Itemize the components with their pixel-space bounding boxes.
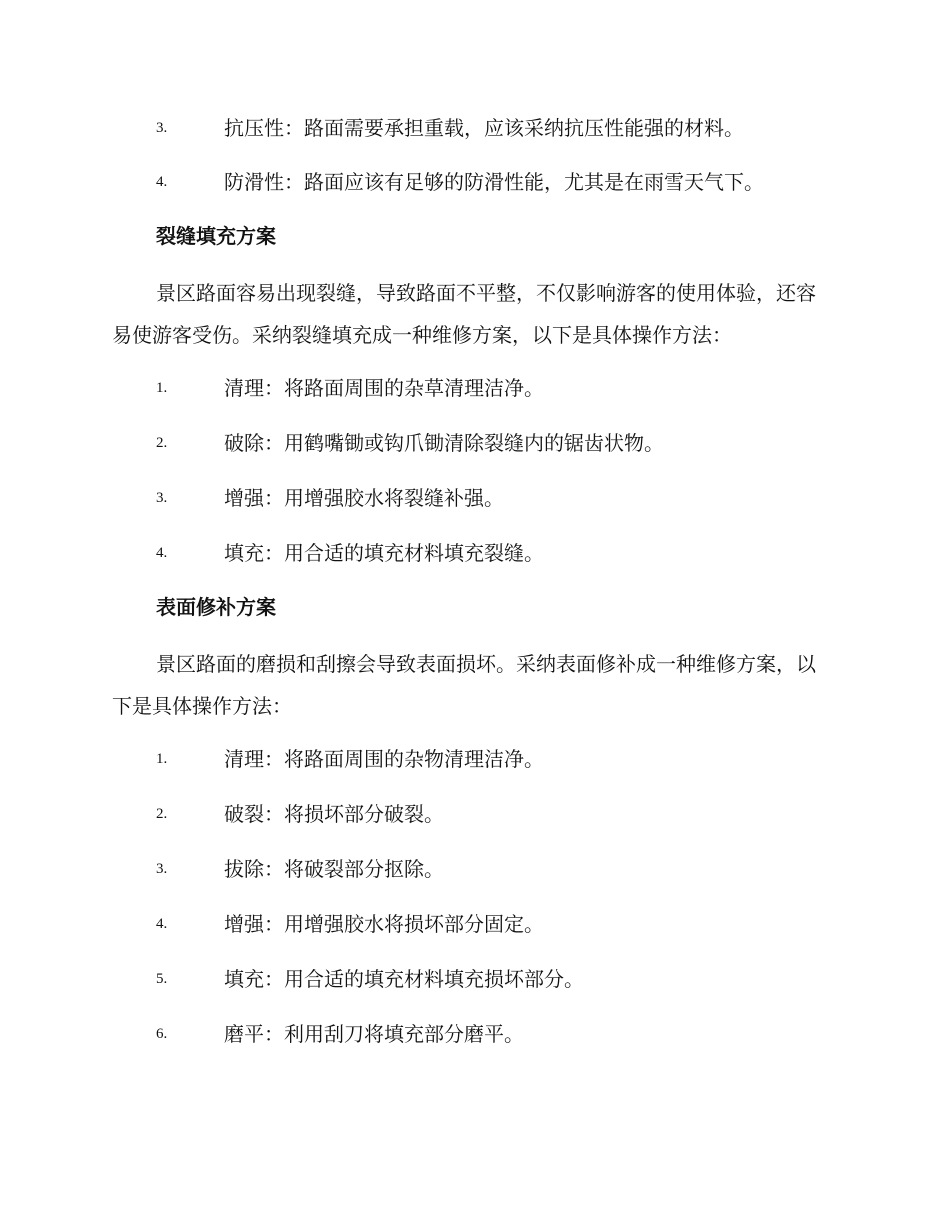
list-text: 清理：将路面周围的杂草清理洁净。 xyxy=(224,376,544,400)
list-number: 3. xyxy=(156,490,168,506)
list-number: 2. xyxy=(156,806,168,822)
list-number: 4. xyxy=(156,916,168,932)
list-item xyxy=(0,796,950,836)
list-text: 增强：用增强胶水将损坏部分固定。 xyxy=(224,912,544,936)
section-heading-surface: 表面修补方案 xyxy=(156,595,276,619)
list-number: 1. xyxy=(156,380,168,396)
list-item xyxy=(0,110,950,150)
list-number: 4. xyxy=(156,174,168,190)
list-item xyxy=(0,370,950,410)
list-item xyxy=(0,425,950,465)
list-item xyxy=(0,851,950,891)
list-item xyxy=(0,164,950,204)
list-text: 清理：将路面周围的杂物清理洁净。 xyxy=(224,747,544,771)
list-item xyxy=(0,480,950,520)
list-number: 5. xyxy=(156,971,168,987)
list-number: 1. xyxy=(156,751,168,767)
list-text: 防滑性：路面应该有足够的防滑性能，尤其是在雨雪天气下。 xyxy=(224,170,764,194)
section-heading-crack: 裂缝填充方案 xyxy=(156,224,276,248)
section-paragraph-crack: 景区路面容易出现裂缝，导致路面不平整，不仅影响游客的使用体验，还容易使游客受伤。采纳裂缝填充成一种维修方案，以下是具体操作方法： xyxy=(112,281,816,347)
list-item xyxy=(0,1016,950,1056)
list-text: 破除：用鹤嘴锄或钩爪锄清除裂缝内的锯齿状物。 xyxy=(224,431,664,455)
list-text: 破裂：将损坏部分破裂。 xyxy=(224,802,444,826)
list-item xyxy=(0,906,950,946)
list-number: 4. xyxy=(156,545,168,561)
list-text: 填充：用合适的填充材料填充损坏部分。 xyxy=(224,967,584,991)
list-text: 磨平：利用刮刀将填充部分磨平。 xyxy=(224,1022,524,1046)
list-text: 抗压性：路面需要承担重载，应该采纳抗压性能强的材料。 xyxy=(224,116,744,140)
list-text: 拔除：将破裂部分抠除。 xyxy=(224,857,444,881)
section-paragraph-surface: 景区路面的磨损和刮擦会导致表面损坏。采纳表面修补成一种维修方案，以下是具体操作方法： xyxy=(112,652,816,718)
list-number: 3. xyxy=(156,120,168,136)
list-number: 2. xyxy=(156,435,168,451)
list-item xyxy=(0,535,950,575)
list-item xyxy=(0,741,950,781)
list-number: 3. xyxy=(156,861,168,877)
list-text: 增强：用增强胶水将裂缝补强。 xyxy=(224,486,504,510)
list-number: 6. xyxy=(156,1026,168,1042)
list-item xyxy=(0,961,950,1001)
list-text: 填充：用合适的填充材料填充裂缝。 xyxy=(224,541,544,565)
